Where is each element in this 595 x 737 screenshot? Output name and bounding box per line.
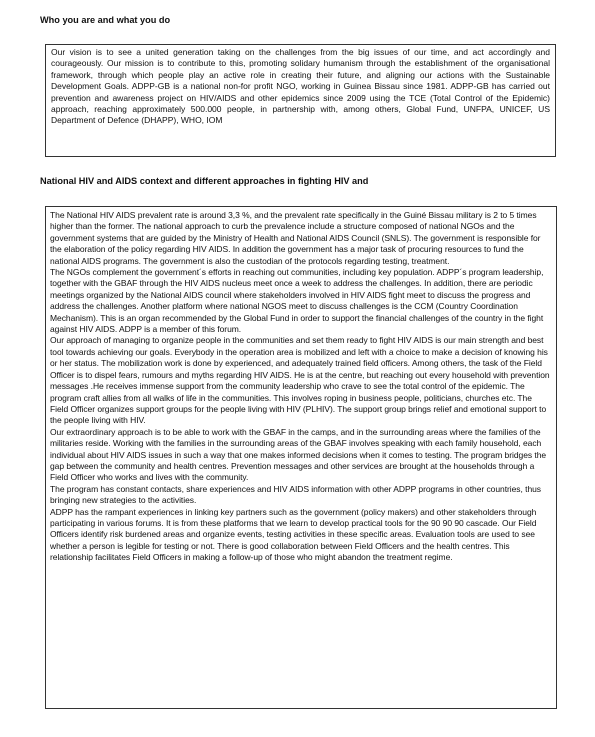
context-paragraph: ADPP has the rampant experiences in linking key partners such as the government (policy makers) and other stakeholders through participating in various forums. It is from these platforms that we learn to develop practical tools for the 90 90 90 cascade. Our Field Officers identify risk burdened areas and organize events, testing activities in these specific areas. Evaluation tools are used to see whether a person is legible for testing or not. There is good collaboration between Field Officers and the health centres. This relationship facilitates Field Officers in making a follow-up of those who might abandon the treatment regime. xyxy=(50,506,537,563)
context-paragraph: The National HIV AIDS prevalent rate is around 3,3 %, and the prevalent rate specifically in the Guiné Bissau military is 2 to 5 times higher than the former. The national approach to curb the prevalence include a structure composed of national NGOs and the government systems that are guided by the Ministry of Health and National AIDS Council (SNLS). The government is responsible for the elaboration of the policy regarding HIV AIDS. In addition the government has a major task of procuring resources to fund the national AIDS programs. The government is also the custodian of the protocols regarding testing, treatment. xyxy=(50,210,541,266)
context-paragraph: Our approach of managing to organize people in the communities and set them ready to fight HIV AIDS is our main strength and best tool towards achieving our goals. Everybody in the operation area is mobilized and left with a choice to make a decision of knowing his or her status. The mobilization work is done by experienced, and adequately trained field officers. Among others, the task of the Field Officer is to dispel fears, rumours and myths regarding HIV AIDS. He is at the centre, but reaching out every household with prevention messages .He receives immense support from the community leadership who crave to see the total control of the epidemic. The program craft allies from all walks of life in the communities. This involves roping in business people, politicians, churches etc. The Field Officer organizes support groups for the people living with HIV (PLHIV). The support group brings relief and emotional support to the people living with HIV. xyxy=(50,335,550,426)
section-heading-hiv-context: National HIV and AIDS context and different approaches in fighting HIV and xyxy=(40,176,369,186)
hiv-context-box xyxy=(45,206,557,709)
context-paragraph: The program has constant contacts, share experiences and HIV AIDS information with other ADPP programs in other countries, thus bringing new strategies to the activities. xyxy=(50,483,541,506)
vision-mission-text: Our vision is to see a united generation taking on the challenges from the big issues of our time, and act accordingly and courageously. Our mission is to contribute to this, promoting solidary humanism through the establishment of the organisational framework, through which people play an active role in creating their future, and aligning our actions with the Sustainable Development Goals. ADPP-GB is a national non-for profit NGO, working in Guinea Bissau since 1981. ADPP-GB has carried out prevention and awareness project on HIV/AIDS and other epidemics since 2009 using the TCE (Total Control of the Epidemic) approach, reaching approximately 500.000 people, in partnership with, among others, Global Fund, UNFPA, UNICEF, US Department of Defence (DHAPP), WHO, IOM xyxy=(51,47,550,126)
section-heading-who-you-are: Who you are and what you do xyxy=(40,15,171,25)
context-paragraph: Our extraordinary approach is to be able to work with the GBAF in the camps, and in the surrounding areas where the families of the militaries reside. Working with the families in the surrounding areas of the GBAF involves speaking with each family household, each individual about HIV AIDS issues in such a way that one makes informed decisions when it comes to testing. The program bridges the gap between the community and health centres. Prevention messages and other services are brought at the households through a Field Officer who works and lives with the community. xyxy=(50,426,547,483)
context-paragraph: The NGOs complement the government´s efforts in reaching out communities, including key population. ADPP´s program leadership, together with the GBAF through the HIV AIDS nucleus meet once a week to address the challenges. In addition, there are periodic meetings organized by the National AIDS council where stakeholders involved in HIV AIDS fight meet to discuss the progress and address the challenges. Another platform where national NGOS meet to discuss challenges is the CCM (Country Coordination Mechanism). This is an organ recommended by the Global Fund in order to support the financial challenges of the country in the fight against HIV AIDS. ADPP is a member of this forum. xyxy=(50,267,544,335)
vision-mission-box xyxy=(45,44,556,157)
